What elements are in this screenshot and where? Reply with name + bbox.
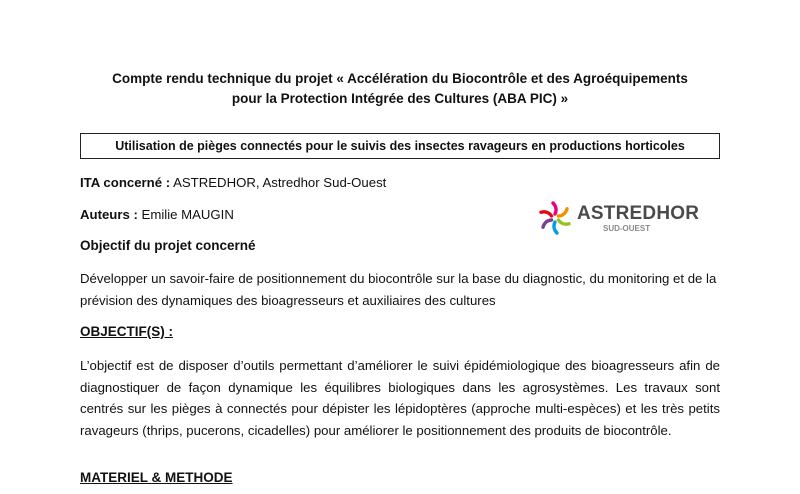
authors-label: Auteurs : bbox=[80, 207, 138, 222]
objectifs-paragraph: L’objectif est de disposer d’outils permettant d’améliorer le suivi épidémiologique des bioagresseurs afin de diagnostiquer de façon dynamique les équilibres biologiques dans les agrosystèmes. Les travaux sont centrés sur les pièges à connectés pour dépister les lépidoptères (approche multi-espèces) et les très petits ravageurs (thrips, pucerons, cicadelles) pour améliorer le positionnement des produits de biocontrôle. bbox=[80, 358, 720, 438]
materiel-methode-heading: MATERIEL & METHODE bbox=[80, 470, 233, 485]
astredhor-star-logo-icon bbox=[537, 200, 573, 236]
logo-subname: SUD-OUEST bbox=[603, 223, 651, 233]
document-title bbox=[60, 69, 740, 109]
logo-name: ASTREDHOR bbox=[577, 202, 700, 224]
objectifs-heading: OBJECTIF(S) : bbox=[80, 324, 173, 339]
ita-value: ASTREDHOR, Astredhor Sud-Ouest bbox=[170, 175, 387, 190]
objective-paragraph: Développer un savoir-faire de positionnement du biocontrôle sur la base du diagnostic, du monitoring et de la prévision des dynamiques des bioagresseurs et auxiliaires des cultures bbox=[80, 271, 717, 308]
subject-text: Utilisation de pièges connectés pour le suivis des insectes ravageurs en productions horticoles bbox=[115, 139, 685, 153]
astredhor-logo bbox=[537, 197, 707, 239]
authors-value: Emilie MAUGIN bbox=[137, 207, 234, 222]
logo-text bbox=[577, 204, 699, 233]
document-title-line-1: Compte rendu technique du projet « Accélération du Biocontrôle et des Agroéquipements bbox=[112, 71, 688, 86]
ita-label: ITA concerné : bbox=[80, 175, 171, 190]
ita-line bbox=[80, 174, 386, 192]
authors-line bbox=[80, 206, 234, 224]
subject-box bbox=[80, 133, 720, 159]
document-title-line-2: pour la Protection Intégrée des Cultures (ABA PIC) » bbox=[231, 91, 569, 106]
objective-heading: Objectif du projet concerné bbox=[80, 238, 256, 253]
